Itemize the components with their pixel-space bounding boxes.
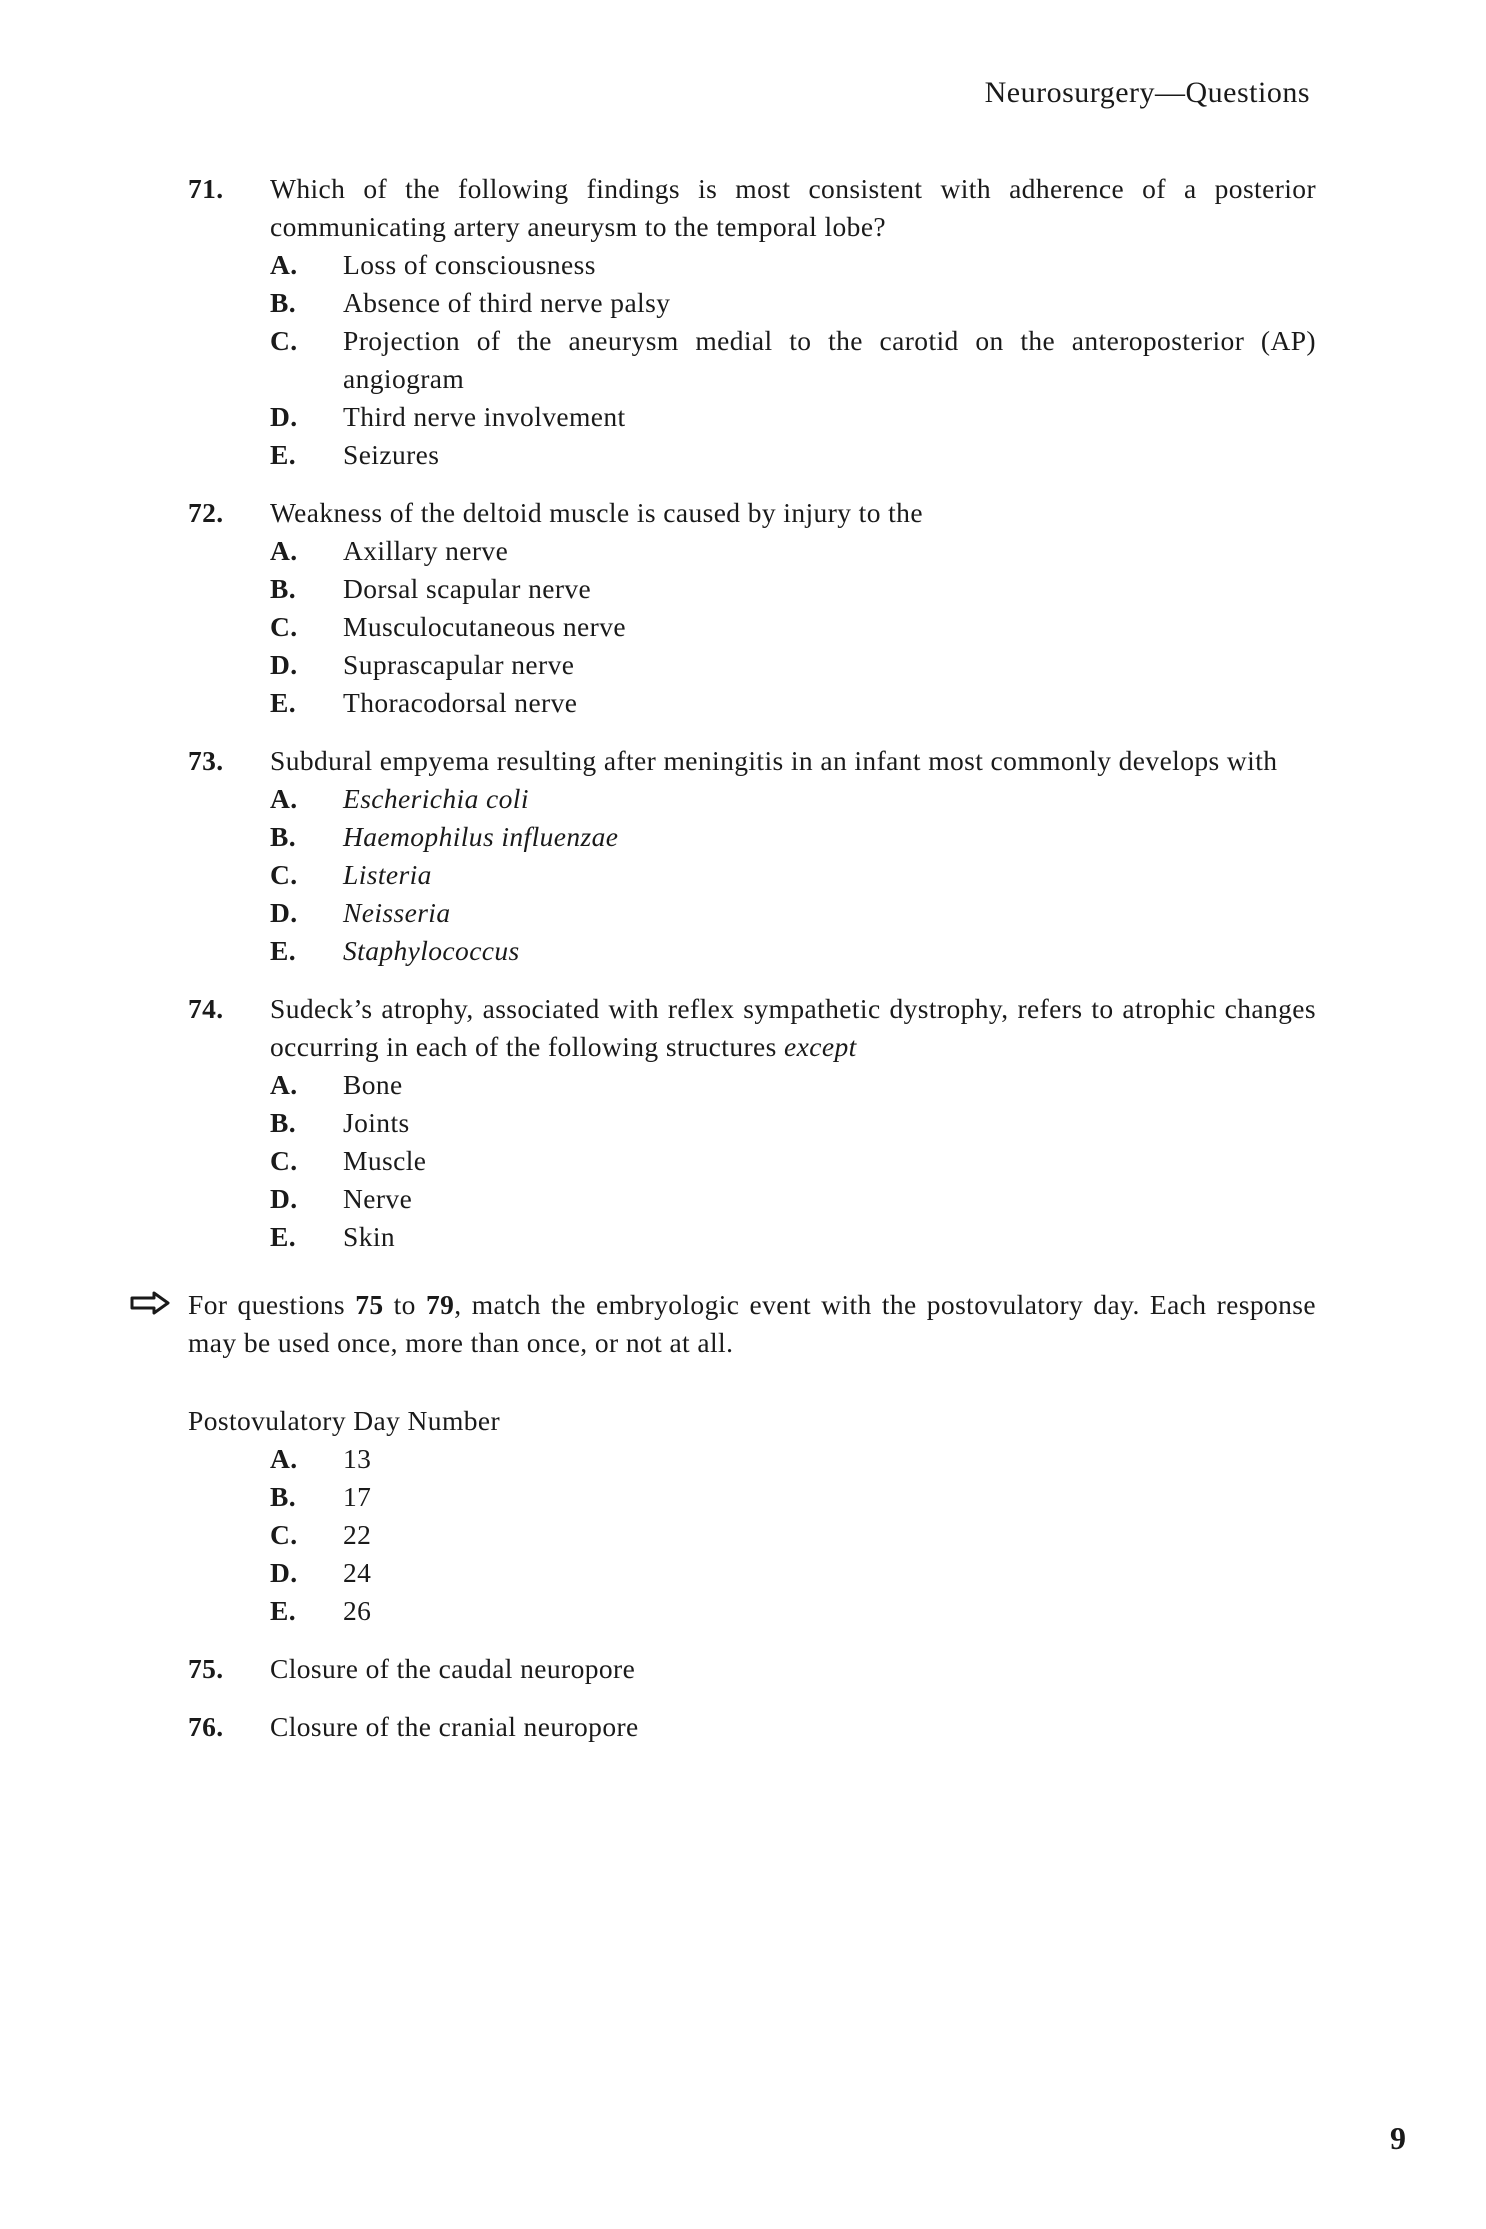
answer-choice <box>270 856 1316 894</box>
choice-label: C. <box>270 1519 298 1550</box>
answer-choice <box>270 1142 1316 1180</box>
choice-text: 24 <box>343 1557 372 1588</box>
choice-label: E. <box>270 1221 297 1252</box>
question-text-main: Sudeck’s atrophy, associated with reflex sympathetic dystrophy, refers to atrophic changes occurring in each of the following structures <box>270 993 1316 1062</box>
choice-label: A. <box>270 783 298 814</box>
day-list <box>188 1440 1316 1630</box>
choice-label: B. <box>270 1481 297 1512</box>
choice-text: Bone <box>343 1069 403 1100</box>
choice-text: Listeria <box>343 859 432 890</box>
instruction-range-start: 75 <box>355 1289 384 1320</box>
choice-label: E. <box>270 935 297 966</box>
choice-text: Third nerve involvement <box>343 401 626 432</box>
answer-choice <box>270 1218 1316 1256</box>
question-text: Which of the following findings is most consistent with adherence of a posterior communicating artery aneurysm to the temporal lobe? <box>270 173 1316 242</box>
choice-label: D. <box>270 401 298 432</box>
choice-text: 17 <box>343 1481 372 1512</box>
question-74 <box>188 990 1316 1256</box>
choice-label: D. <box>270 1557 298 1588</box>
choice-label: A. <box>270 1069 298 1100</box>
page-content <box>188 170 1316 1766</box>
instruction-suffix: , match the embryologic event with the postovulatory day. Each response may be used once, more than once, or not at all. <box>188 1289 1317 1358</box>
choice-label: D. <box>270 649 298 680</box>
answer-choice <box>270 1180 1316 1218</box>
choice-label: C. <box>270 325 298 356</box>
matching-instruction <box>188 1286 1316 1362</box>
question-text-emphasis: except <box>784 1031 857 1062</box>
answer-choice <box>270 608 1316 646</box>
arrow-right-icon <box>130 1291 170 1315</box>
choice-text: Musculocutaneous nerve <box>343 611 626 642</box>
answer-choice <box>270 894 1316 932</box>
answer-choice <box>270 1440 1316 1478</box>
choice-label: E. <box>270 1595 297 1626</box>
choice-label: B. <box>270 1107 297 1138</box>
question-text: Subdural empyema resulting after meningitis in an infant most commonly develops with <box>270 745 1278 776</box>
choice-label: C. <box>270 859 298 890</box>
answer-choice <box>270 684 1316 722</box>
choice-text: Seizures <box>343 439 440 470</box>
choice-text: Projection of the aneurysm medial to the carotid on the anteroposterior (AP) angiogram <box>343 325 1316 394</box>
choice-label: B. <box>270 573 297 604</box>
choice-text: Loss of consciousness <box>343 249 596 280</box>
answer-choice <box>270 1066 1316 1104</box>
choice-text: 13 <box>343 1443 372 1474</box>
answer-choice <box>270 532 1316 570</box>
running-head: Neurosurgery—Questions <box>984 76 1310 109</box>
question-text <box>270 990 1316 1066</box>
question-number: 74. <box>188 993 224 1024</box>
choice-text: Staphylococcus <box>343 935 520 966</box>
choice-label: A. <box>270 249 298 280</box>
question-number: 75. <box>188 1653 224 1684</box>
day-list-heading: Postovulatory Day Number <box>188 1405 501 1436</box>
answer-choice <box>270 246 1316 284</box>
choice-label: D. <box>270 897 298 928</box>
choice-label: B. <box>270 821 297 852</box>
question-75 <box>188 1650 1316 1688</box>
question-number: 72. <box>188 497 224 528</box>
page-number: 9 <box>1390 2120 1406 2156</box>
choice-text: 26 <box>343 1595 372 1626</box>
choice-label: C. <box>270 611 298 642</box>
choice-text: Dorsal scapular nerve <box>343 573 592 604</box>
answer-choice <box>270 436 1316 474</box>
instruction-range-end: 79 <box>425 1289 455 1320</box>
question-number: 76. <box>188 1711 224 1742</box>
answer-choice <box>270 1592 1316 1630</box>
instruction-middle: to <box>383 1289 426 1320</box>
answer-choice <box>270 646 1316 684</box>
answer-choice <box>270 818 1316 856</box>
choice-text: Escherichia coli <box>343 783 529 814</box>
answer-choice <box>270 1478 1316 1516</box>
question-text: Closure of the cranial neuropore <box>270 1711 639 1742</box>
choice-label: A. <box>270 535 298 566</box>
question-number: 71. <box>188 173 224 204</box>
question-text: Weakness of the deltoid muscle is caused by injury to the <box>270 497 923 528</box>
choice-text: Thoracodorsal nerve <box>343 687 578 718</box>
choice-text: Neisseria <box>343 897 451 928</box>
choice-text: Axillary nerve <box>343 535 509 566</box>
answer-choice <box>270 398 1316 436</box>
choice-text: Haemophilus influenzae <box>343 821 619 852</box>
choice-text: Skin <box>343 1221 396 1252</box>
instruction-prefix: For questions <box>188 1289 356 1320</box>
question-71 <box>188 170 1316 474</box>
choice-label: D. <box>270 1183 298 1214</box>
question-text: Closure of the caudal neuropore <box>270 1653 636 1684</box>
choice-label: B. <box>270 287 297 318</box>
choice-label: C. <box>270 1145 298 1176</box>
choice-text: Nerve <box>343 1183 413 1214</box>
answer-choice <box>270 1554 1316 1592</box>
choice-label: E. <box>270 687 297 718</box>
answer-choice <box>270 322 1316 398</box>
question-72 <box>188 494 1316 722</box>
question-76 <box>188 1708 1316 1746</box>
choice-text: 22 <box>343 1519 372 1550</box>
choice-text: Joints <box>343 1107 410 1138</box>
question-number: 73. <box>188 745 224 776</box>
choice-label: E. <box>270 439 297 470</box>
choice-text: Suprascapular nerve <box>343 649 575 680</box>
answer-choice <box>270 1516 1316 1554</box>
choice-label: A. <box>270 1443 298 1474</box>
question-73 <box>188 742 1316 970</box>
answer-choice <box>270 932 1316 970</box>
choice-text: Absence of third nerve palsy <box>343 287 671 318</box>
answer-choice <box>270 780 1316 818</box>
answer-choice <box>270 284 1316 322</box>
answer-choice <box>270 1104 1316 1142</box>
choice-text: Muscle <box>343 1145 427 1176</box>
answer-choice <box>270 570 1316 608</box>
